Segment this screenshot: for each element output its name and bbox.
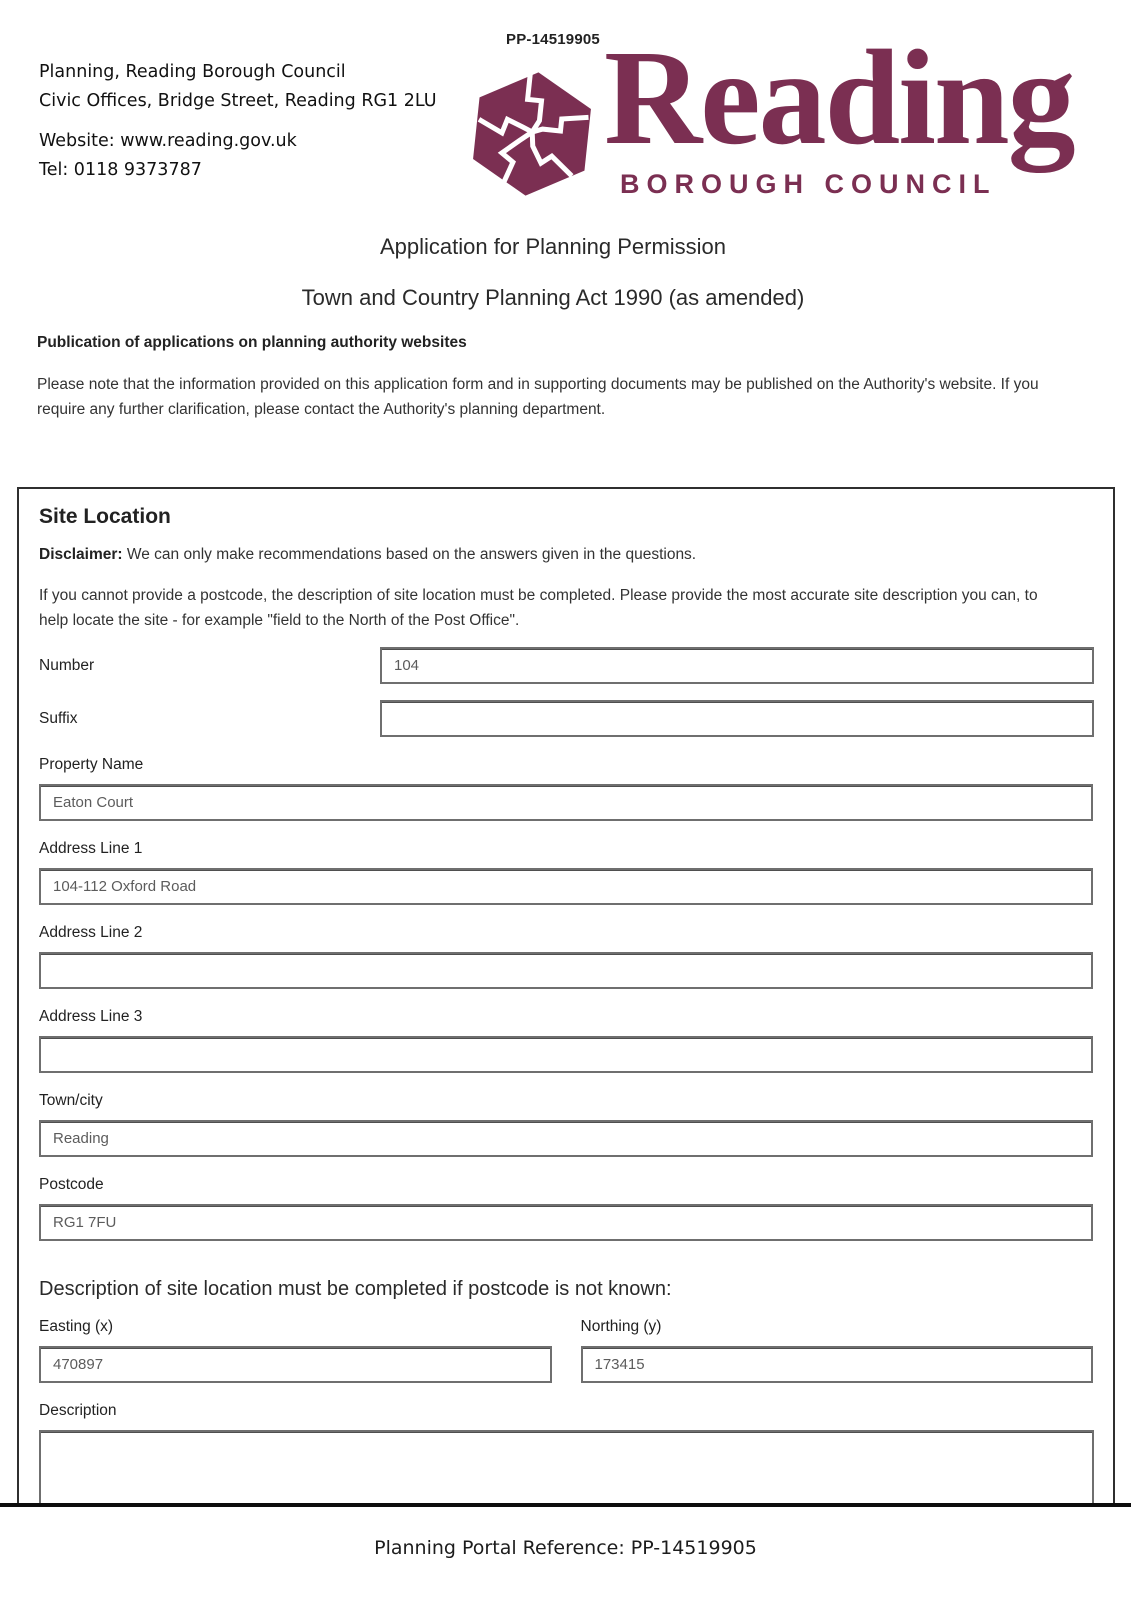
address-line-2-label: Address Line 2 [39,924,143,941]
description-textarea[interactable] [39,1430,1094,1504]
page-break-divider [0,1503,1131,1507]
postcode-info-text: If you cannot provide a postcode, the description of site location must be completed. Please provide the most accurate site description you can, to help locate the site - for example "field to the North of the Post Office". [39,587,1038,629]
address-line-2-input[interactable] [39,952,1093,989]
portal-reference-footer: Planning Portal Reference: PP-14519905 [374,1537,757,1559]
address-line-1-input[interactable] [39,868,1093,905]
address-line-3-label: Address Line 3 [39,1008,143,1025]
suffix-label: Suffix [39,709,78,727]
disclaimer-label: Disclaimer: [39,546,123,563]
form-title: Application for Planning Permission [379,234,727,259]
disclaimer-text: Disclaimer: We can only make recommendations based on the answers given in the questions. [39,546,697,563]
number-input[interactable] [380,647,1094,684]
address-line-3-input[interactable] [39,1036,1093,1073]
site-location-heading: Site Location [39,505,171,528]
easting-column [39,1318,552,1383]
number-label: Number [39,656,95,674]
town-city-label: Town/city [39,1092,103,1109]
postcode-label: Postcode [39,1176,104,1193]
publication-body: Please note that the information provided on this application form and in supporting documents may be published on the Authority's website. If you require any further clarification, please contact the Authority's planning department. [37,376,1039,418]
suffix-row [39,700,1093,737]
easting-input[interactable] [39,1346,552,1383]
town-city-input[interactable] [39,1120,1093,1157]
northing-column [581,1318,1094,1383]
property-name-label: Property Name [39,756,144,773]
postcode-input[interactable] [39,1204,1093,1241]
portal-reference-top: PP-14519905 [506,31,600,48]
property-name-input[interactable] [39,784,1093,821]
easting-label: Easting (x) [39,1318,114,1335]
form-subtitle: Town and Country Planning Act 1990 (as amended) [301,285,805,310]
council-logo-wordmark: Reading [604,23,1074,173]
council-logo-hexagon-icon [462,70,602,198]
coordinates-row [39,1318,1093,1383]
number-row [39,647,1093,684]
suffix-input[interactable] [380,700,1094,737]
council-logo-subtitle: BOROUGH COUNCIL [620,169,997,199]
northing-label: Northing (y) [580,1318,662,1335]
council-contact-block [39,58,437,185]
publication-heading: Publication of applications on planning authority websites [37,334,467,351]
council-department-line: Planning, Reading Borough Council [39,62,346,82]
council-website: Website: www.reading.gov.uk [39,131,297,151]
address-line-1-label: Address Line 1 [39,840,143,857]
description-label: Description [39,1402,117,1419]
northing-input[interactable] [581,1346,1094,1383]
description-section-heading: Description of site location must be completed if postcode is not known: [39,1278,672,1300]
council-telephone: Tel: 0118 9373787 [39,160,202,180]
council-address-line: Civic Offices, Bridge Street, Reading RG1 2LU [39,91,437,111]
site-location-section [17,487,1115,1504]
